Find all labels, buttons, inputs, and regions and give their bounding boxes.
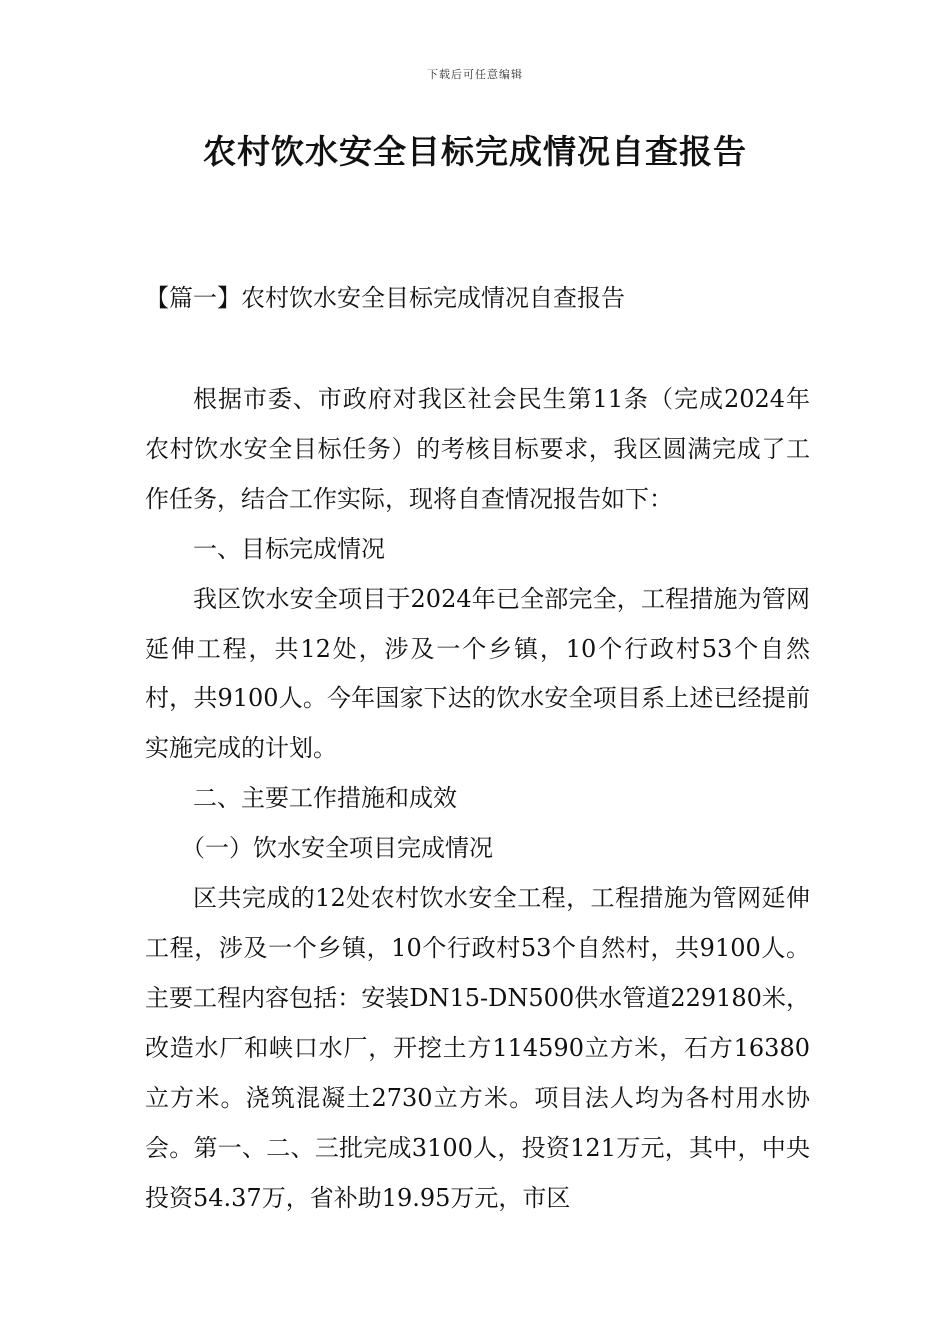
paragraph-intro: 根据市委、市政府对我区社会民生第11条（完成2024年农村饮水安全目标任务）的考核目标要求，我区圆满完成了工作任务，结合工作实际，现将自查情况报告如下： — [145, 385, 810, 513]
header-note: 下载后可任意编辑 — [427, 68, 523, 81]
paragraph-project-completion: 区共完成的12处农村饮水安全工程，工程措施为管网延伸工程，涉及一个乡镇，10个行政村53个自然村，共9100人。主要工程内容包括：安装DN15-DN500供水管道229180米，改造水厂和峡口水厂，开挖土方114590立方米，石方16380立方米。浇筑混凝土2730立方米。项目法人均为各村用水协会。第一、二、三批完成3100人，投资121万元，其中，中央投资54.37万，省补助19.95万元，市区 — [145, 884, 810, 1212]
paragraph-target-completion: 我区饮水安全项目于2024年已全部完全，工程措施为管网延伸工程，共12处，涉及一个乡镇，10个行政村53个自然村，共9100人。今年国家下达的饮水安全项目系上述已经提前实施完成的计划。 — [145, 584, 810, 763]
document-body — [145, 375, 810, 1223]
heading-project-completion: （一）饮水安全项目完成情况 — [181, 834, 493, 863]
heading-main-measures: 二、主要工作措施和成效 — [193, 784, 457, 813]
heading-target-completion: 一、目标完成情况 — [193, 534, 385, 563]
document-title: 农村饮水安全目标完成情况自查报告 — [203, 132, 747, 171]
section-heading: 【篇一】农村饮水安全目标完成情况自查报告 — [145, 284, 625, 312]
